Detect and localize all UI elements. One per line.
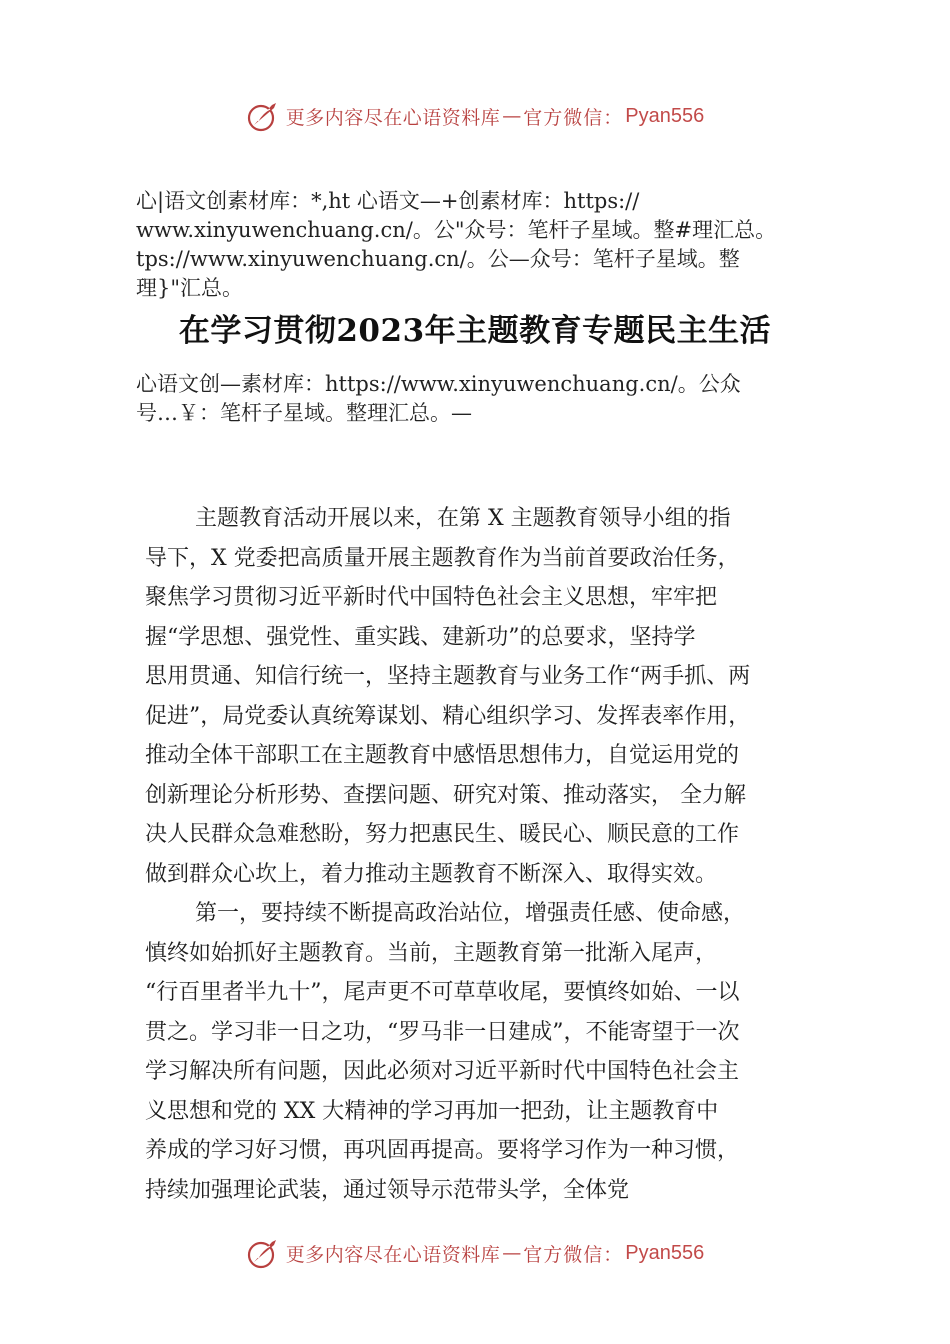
body-line: 贯之。学习非一日之功，“罗马非一日建成”，不能寄望于一次 — [145, 1019, 740, 1045]
body-line: “行百里者半九十”，尾声更不可草草收尾，要慎终如始、一以 — [145, 980, 740, 1005]
body-line: 思用贯通、知信行统一，坚持主题教育与业务工作“两手抓、两 — [145, 664, 751, 689]
footer-banner — [0, 1231, 950, 1275]
body-line: 创新理论分析形势、查摆问题、研究对策、推动落实， 全力解 — [145, 782, 746, 808]
body-line: 握“学思想、强党性、重实践、建新功”的总要求，坚持学 — [145, 624, 696, 650]
body-line: 养成的学习好习惯，再巩固再提高。要将学习作为一种习惯， — [145, 1138, 740, 1163]
banner-wechat-id: Pyan556 — [625, 104, 705, 127]
body-line: 慎终如始抓好主题教育。当前，主题教育第一批渐入尾声， — [145, 940, 718, 966]
body-line: 做到群众心坎上，着力推动主题教育不断深入、取得实效。 — [145, 861, 718, 887]
quill-logo-icon — [246, 99, 280, 133]
banner-wechat-id: Pyan556 — [625, 1241, 705, 1264]
header-banner — [0, 94, 950, 138]
banner-wechat-label: 官方微信： — [523, 106, 624, 129]
quill-logo-icon — [246, 1236, 280, 1270]
watermark-line: 心|语文创素材库：*,ht 心语文—+创素材库：https:// — [136, 189, 640, 213]
body-line: 推动全体干部职工在主题教育中感悟思想伟力，自觉运用党的 — [145, 743, 740, 768]
watermark-line: tps://www.xinyuwenchuang.cn/。公—众号：笔杆子星域。整 — [136, 247, 740, 271]
document-body — [145, 499, 825, 1210]
body-line: 义思想和党的 XX 大精神的学习再加一把劲，让主题教育中 — [145, 1098, 719, 1124]
body-line: 聚焦学习贯彻习近平新时代中国特色社会主义思想，牢牢把 — [145, 585, 718, 610]
body-line: 导下，X 党委把高质量开展主题教育作为当前首要政治任务， — [145, 545, 740, 571]
body-line: 主题教育活动开展以来，在第 X 主题教育领导小组的指 — [195, 506, 731, 531]
banner-text: 更多内容尽在心语资料库 — [285, 106, 501, 129]
body-line: 促进”，局党委认真统筹谋划、精心组织学习、发挥表率作用， — [145, 703, 751, 729]
body-line: 持续加强理论武装，通过领导示范带头学，全体党 — [145, 1177, 630, 1203]
banner-separator: — — [502, 105, 522, 127]
watermark-line: 心语文创—素材库：https://www.xinyuwenchuang.cn/。公众 — [136, 372, 741, 396]
watermark-line: 号…￥：笔杆子星域。整理汇总。— — [136, 401, 472, 425]
body-line: 学习解决所有问题，因此必须对习近平新时代中国特色社会主 — [145, 1059, 740, 1084]
watermark-line: www.xinyuwenchuang.cn/。公"众号：笔杆子星域。整#理汇总。 — [136, 218, 777, 242]
banner-separator: — — [502, 1242, 522, 1264]
watermark-block-mid — [136, 370, 846, 428]
banner-text: 更多内容尽在心语资料库 — [285, 1243, 501, 1266]
body-line: 决人民群众急难愁盼，努力把惠民生、暖民心、顺民意的工作 — [145, 822, 740, 847]
body-line: 第一，要持续不断提高政治站位，增强责任感、使命感， — [195, 901, 746, 926]
watermark-block-top — [136, 187, 846, 303]
watermark-line: 理}"汇总。 — [136, 276, 244, 300]
document-title: 在学习贯彻2023年主题教育专题民主生活 — [178, 313, 772, 349]
banner-wechat-label: 官方微信： — [523, 1243, 624, 1266]
